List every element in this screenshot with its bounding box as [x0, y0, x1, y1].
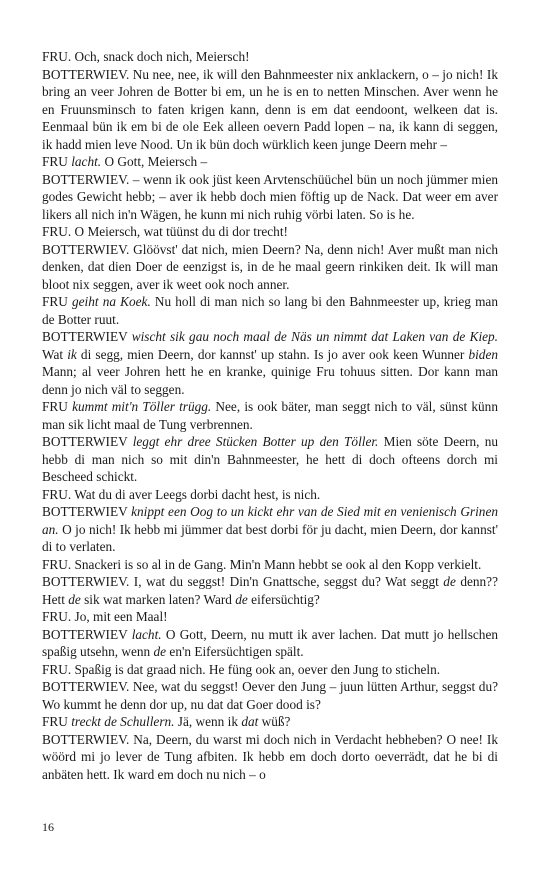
dialogue-paragraph	[42, 556, 498, 574]
dialogue-text: BOTTERWIEV. Na, Deern, du warst mi doch nich in Verdacht hebheben? O nee! Ik wöörd mi jo lever de Tung afbiten. Ik hebb em doch dorto oeverrädt, dat he bi di anbäten hett. Ik ward em doch nu nich – o	[42, 731, 498, 782]
dialogue-text: FRU. Wat du di aver Leegs dorbi dacht hest, is nich.	[42, 486, 321, 502]
dialogue-text: FRU	[42, 714, 72, 729]
dialogue-paragraph	[42, 66, 498, 154]
dialogue-text: FRU. Och, snack doch nich, Meiersch!	[42, 49, 250, 64]
dialogue-text: wüß?	[258, 714, 291, 729]
text-column	[42, 48, 498, 783]
dialogue-text: BOTTERWIEV	[42, 626, 132, 642]
dialogue-paragraph	[42, 293, 498, 328]
stage-direction: de	[235, 591, 248, 607]
dialogue-paragraph	[42, 573, 498, 608]
stage-direction: de	[153, 644, 167, 659]
stage-direction: lacht.	[131, 626, 162, 642]
dialogue-text: O jo nich! Ik hebb mi jümmer dat best dorbi för ju dacht, mien Deern, dor kannst' di to verlaten.	[42, 521, 498, 554]
dialogue-text: BOTTERWIEV	[42, 504, 132, 519]
dialogue-paragraph	[42, 433, 498, 486]
dialogue-text: O Gott, Deern, nu mutt ik aver lachen. Dat mutt jo hellschen spaßig utsehn, wenn	[42, 626, 498, 659]
stage-direction: geiht na Koek.	[72, 294, 151, 309]
stage-direction: de	[443, 574, 456, 589]
dialogue-text: Wat	[42, 346, 68, 362]
dialogue-text: Nee, is ook bäter, man seggt nich to väl, sünst künn man sik licht maal de Tung verbrennen.	[42, 399, 498, 432]
dialogue-text: BOTTERWIEV	[42, 434, 133, 449]
dialogue-text: FRU	[42, 399, 73, 414]
dialogue-paragraph	[42, 731, 498, 784]
stage-direction: de	[68, 591, 81, 607]
dialogue-paragraph	[42, 153, 498, 171]
dialogue-paragraph	[42, 503, 498, 556]
dialogue-text: FRU	[42, 154, 72, 169]
stage-direction: treckt de Schullern.	[71, 714, 175, 729]
dialogue-text: BOTTERWIEV. Nee, wat du seggst! Oever den Jung – juun lütten Arthur, seggst du? Wo kummt he denn dor up, nu dat dat Goer dood is?	[42, 679, 498, 712]
dialogue-paragraph	[42, 608, 498, 626]
dialogue-paragraph	[42, 48, 498, 66]
dialogue-text: BOTTERWIEV	[42, 329, 132, 344]
stage-direction: knippt een Oog to un kickt ehr van de Sied mit en venienisch Grinen an.	[42, 504, 498, 537]
page-number: 16	[42, 820, 54, 834]
dialogue-text: sik wat marken laten? Ward	[80, 591, 236, 607]
stage-direction: kummt mit'n Töller trügg.	[72, 399, 212, 414]
stage-direction: leggt ehr dree Stücken Botter up den Töller.	[132, 434, 379, 449]
dialogue-text: FRU. Snackeri is so al in de Gang. Min'n Mann hebbt se ook al den Kopp verkielt.	[42, 556, 482, 572]
stage-direction: wischt sik gau noch maal de Näs un nimmt dat Laken van de Kiep.	[131, 329, 499, 344]
dialogue-paragraph	[42, 171, 498, 224]
dialogue-text: FRU. Jo, mit een Maal!	[42, 609, 168, 624]
dialogue-text: FRU. O Meiersch, wat tüünst du di dor trecht!	[42, 224, 288, 239]
dialogue-paragraph	[42, 713, 498, 731]
dialogue-paragraph	[42, 626, 498, 661]
dialogue-text: Jä, wenn ik	[174, 714, 242, 729]
dialogue-paragraph	[42, 398, 498, 433]
dialogue-paragraph	[42, 241, 498, 294]
dialogue-text: Nu holl di man nich so lang bi den Bahnmeester up, krieg man de Botter ruut.	[42, 294, 498, 327]
dialogue-text: BOTTERWIEV. I, wat du seggst! Din'n Gnattsche, seggst du? Wat seggt	[42, 574, 444, 589]
dialogue-text: BOTTERWIEV. Glöövst' dat nich, mien Deern? Na, denn nich! Aver mußt man nich denken, dat dien Doer de eenzigst is, in de he maal geern rinkiken deit. Ik will man bloot nix seggen, aver ik weet ook noch anner.	[42, 241, 498, 292]
dialogue-text: FRU. Spaßig is dat graad nich. He füng ook an, oever den Jung to sticheln.	[42, 661, 441, 677]
stage-direction: lacht.	[71, 154, 102, 169]
dialogue-text: O Gott, Meiersch –	[101, 154, 208, 169]
stage-direction: biden	[468, 346, 499, 362]
dialogue-text: BOTTERWIEV. – wenn ik ook jüst keen Arvtenschüüchel bün un noch jümmer mien godes Gewicht hebb; – aver ik hebb doch mien föftig up de Nack. Dat weer em aver likers all nich in'n Wägen, he kunn mi nich ruhig vörbi laten. So is he.	[42, 171, 498, 222]
dialogue-text: FRU	[42, 294, 72, 309]
dialogue-paragraph	[42, 678, 498, 713]
stage-direction: dat	[241, 714, 259, 729]
stage-direction: ik	[67, 346, 77, 362]
dialogue-text: denn?? Hett	[42, 574, 498, 607]
dialogue-text: Mien söte Deern, nu hebb di man nich so mit din'n Bahnmeester, he hett di doch ofteens dorch mi Bescheed schickt.	[42, 434, 499, 484]
dialogue-paragraph	[42, 486, 498, 504]
dialogue-text: en'n Eifersüchtigen spält.	[166, 644, 304, 659]
dialogue-text: eifersüchtig?	[247, 591, 320, 607]
dialogue-text: Mann; al veer Johren hett he en kranke, quinige Fru tohuus sitten. Dor kann man denn jo nich väl to seggen.	[42, 364, 498, 397]
dialogue-text: BOTTERWIEV. Nu nee, nee, ik will den Bahnmeester nix anklackern, o – jo nich! Ik bring an veer Johren de Botter bi em, un he is en to netten Minschen. Aver wenn he en Fruunsminsch to faten krigen kann, denn is em dat eendoont, welkeen dat is. Eenmaal bün ik em bi de ole Eek alleen oevern Padd lopen – na, ik kann di seggen, ik hadd mien leve Nood. Un ik bün doch würklich keen junge Deern mehr –	[42, 66, 498, 152]
dialogue-paragraph	[42, 223, 498, 241]
dialogue-paragraph	[42, 328, 498, 398]
dialogue-paragraph	[42, 661, 498, 679]
dialogue-text: di segg, mien Deern, dor kannst' up stahn. Is jo aver ook keen Wunner	[76, 346, 469, 362]
